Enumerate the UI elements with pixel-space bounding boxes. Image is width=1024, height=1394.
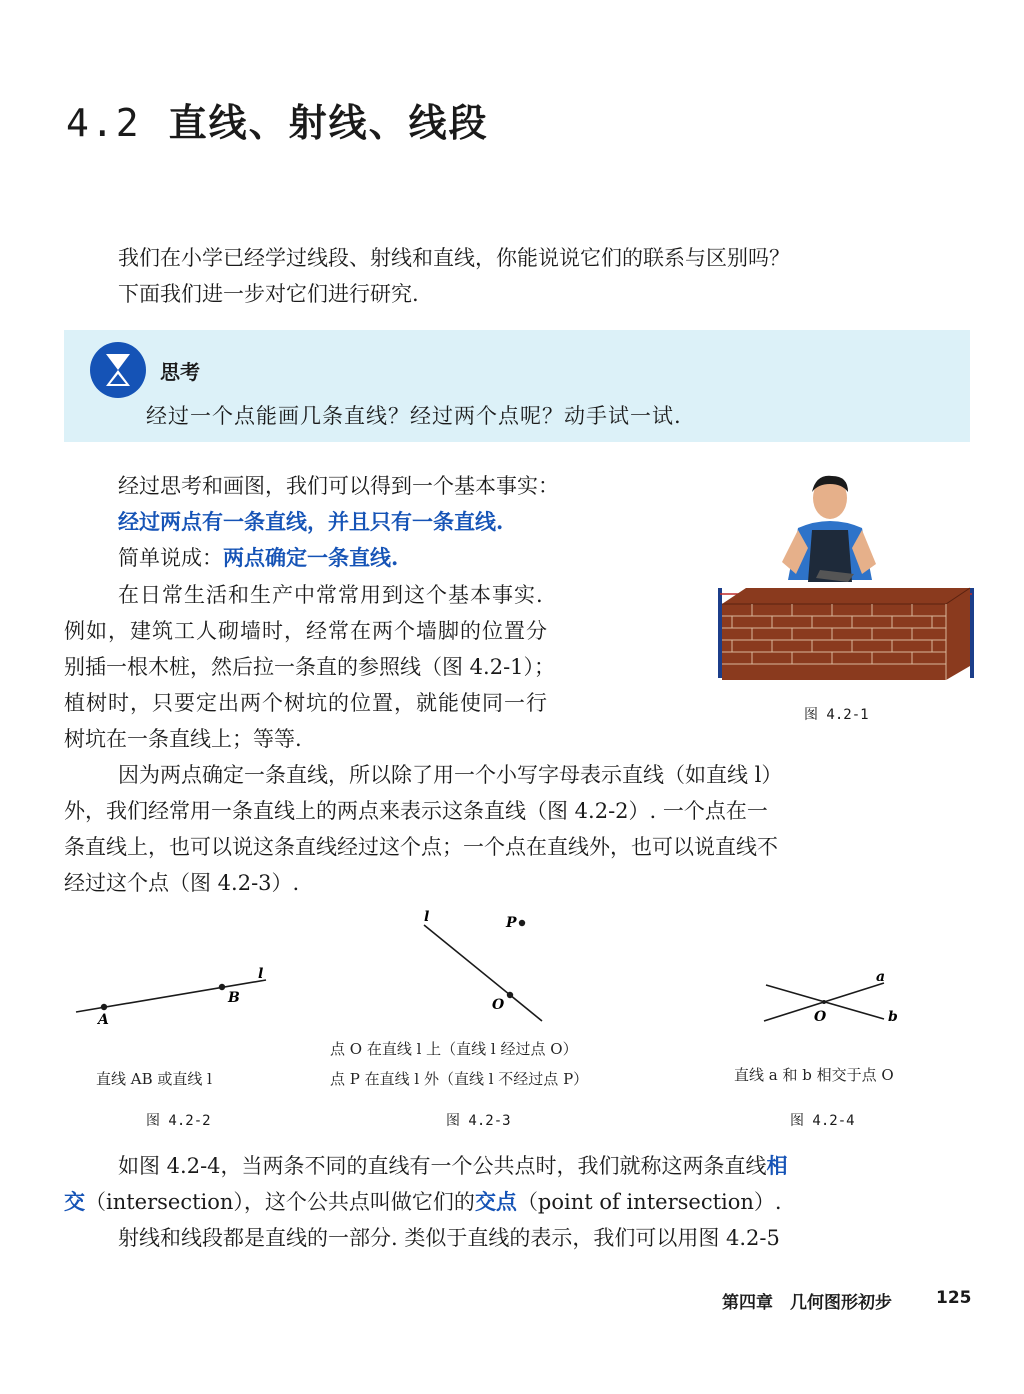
section-number: 4.2 [66, 101, 141, 145]
line-l-label: l [424, 909, 430, 925]
figure-4-2-4-caption: 直线 a 和 b 相交于点 O [734, 1066, 894, 1084]
body-p1: 经过思考和画图，我们可以得到一个基本事实： [118, 474, 559, 498]
section-title-text: 直线、射线、线段 [168, 100, 489, 145]
body-p2-line-5: 树坑在一条直线上；等等. [64, 727, 302, 751]
body-p4-text: 如图 4.2-4，当两条不同的直线有一个公共点时，我们就称这两条直线 [118, 1154, 767, 1178]
simple-statement [118, 540, 398, 576]
body-p2-line-1: 在日常生活和生产中常常用到这个基本事实. [118, 583, 544, 607]
simple-prefix: 简单说成： [118, 546, 223, 570]
point-p-label: P [506, 915, 517, 931]
think-text: 经过一个点能画几条直线？经过两个点呢？动手试一试. [146, 404, 682, 428]
point-b-label: B [228, 990, 240, 1006]
body-p2-line-3: 别插一根木桩，然后拉一条直的参照线（图 4.2-1）； [64, 655, 556, 679]
bricklayer-illustration [712, 470, 982, 685]
body-p3-line-2: 外，我们经常用一条直线上的两点来表示这条直线（图 4.2-2）. 一个点在一 [64, 799, 768, 823]
body-p4-line-2 [64, 1184, 782, 1220]
body-p5: 射线和线段都是直线的一部分. 类似于直线的表示，我们可以用图 4.2-5 [118, 1226, 780, 1250]
page-number: 125 [936, 1288, 972, 1308]
line-b-label: b [888, 1009, 898, 1025]
figure-4-2-2-diagram [70, 960, 280, 1030]
body-p3-line-1: 因为两点确定一条直线，所以除了用一个小写字母表示直线（如直线 l） [118, 763, 783, 787]
point-of-intersection-en: （point of intersection）. [516, 1190, 782, 1214]
simple-fact: 两点确定一条直线. [223, 545, 399, 570]
body-p3-line-4: 经过这个点（图 4.2-3）. [64, 871, 300, 895]
body-p3-line-3: 条直线上，也可以说这条直线经过这个点；一个点在直线外，也可以说直线不 [64, 835, 778, 859]
point-a-label: A [98, 1012, 109, 1028]
hourglass-icon [88, 340, 148, 400]
point-o-label: O [814, 1009, 827, 1025]
figure-4-2-2-caption: 直线 AB 或直线 l [96, 1070, 212, 1088]
figure-4-2-3-caption-2: 点 P 在直线 l 外（直线 l 不经过点 P） [330, 1070, 589, 1088]
term-intersect-2: 交 [64, 1189, 85, 1214]
body-p4-line-1 [118, 1148, 788, 1184]
intersection-en: （intersection），这个公共点叫做它们的 [85, 1190, 475, 1214]
intro-line-2: 下面我们进一步对它们进行研究. [118, 282, 419, 306]
intro-line-1: 我们在小学已经学过线段、射线和直线，你能说说它们的联系与区别吗？ [118, 246, 790, 270]
point-p [519, 920, 525, 926]
basic-fact: 经过两点有一条直线，并且只有一条直线. [118, 509, 504, 534]
point-a [101, 1004, 107, 1010]
figure-4-2-1-label: 图 4.2-1 [804, 707, 869, 723]
point-b [219, 984, 225, 990]
line-l-label: l [258, 966, 264, 982]
think-label: 思考 [160, 360, 200, 384]
section-title [66, 92, 489, 147]
figure-4-2-2-label: 图 4.2-2 [146, 1113, 211, 1129]
figure-4-2-4-label: 图 4.2-4 [790, 1113, 855, 1129]
footer-chapter: 第四章 几何图形初步 [722, 1293, 892, 1313]
point-o [507, 992, 513, 998]
body-p2-line-4: 植树时，只要定出两个树坑的位置，就能使同一行 [64, 691, 548, 715]
body-p2-line-2: 例如，建筑工人砌墙时，经常在两个墙脚的位置分 [64, 619, 548, 643]
figure-4-2-4-diagram [756, 965, 916, 1030]
line-a-label: a [876, 969, 886, 985]
point-o-label: O [492, 997, 505, 1013]
term-intersect-1: 相 [766, 1153, 788, 1178]
figure-4-2-3-caption-1: 点 O 在直线 l 上（直线 l 经过点 O） [330, 1040, 578, 1058]
figure-4-2-3-diagram [410, 905, 560, 1030]
figure-4-2-3-label: 图 4.2-3 [446, 1113, 511, 1129]
point-o [822, 1000, 826, 1004]
term-intersection-point: 交点 [474, 1189, 517, 1214]
